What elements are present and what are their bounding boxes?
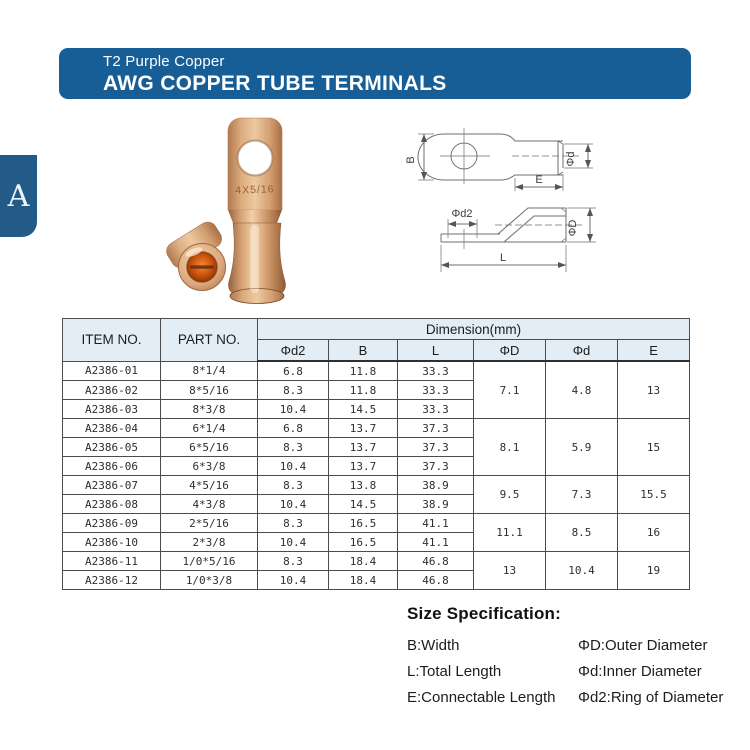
part-cell: 1/0*5/16 (161, 552, 258, 571)
col-header-phi-d: Φd (546, 340, 618, 362)
col-header-phi-d2: Φd2 (258, 340, 329, 362)
l-cell: 33.3 (398, 361, 474, 381)
item-cell: A2386-09 (63, 514, 161, 533)
col-header-phi-D: ΦD (474, 340, 546, 362)
col-header-item-no: ITEM NO. (63, 319, 161, 362)
phiD-group-cell: 9.5 (474, 476, 546, 514)
l-cell: 46.8 (398, 552, 474, 571)
l-cell: 38.9 (398, 476, 474, 495)
table-header-row (63, 319, 690, 340)
part-cell: 8*3/8 (161, 400, 258, 419)
section-letter: A (7, 178, 30, 214)
phiD-group-cell: 13 (474, 552, 546, 590)
part-cell: 4*3/8 (161, 495, 258, 514)
item-cell: A2386-01 (63, 361, 161, 381)
b-cell: 18.4 (329, 552, 398, 571)
phiD-group-cell: 11.1 (474, 514, 546, 552)
d2-cell: 10.4 (258, 533, 329, 552)
legend-b: B:Width (407, 637, 460, 654)
d2-cell: 10.4 (258, 400, 329, 419)
phiD-group-cell: 7.1 (474, 361, 546, 419)
b-cell: 13.7 (329, 438, 398, 457)
product-photo (135, 103, 340, 308)
item-cell: A2386-07 (63, 476, 161, 495)
stamp-text: 4X5/16 (235, 183, 275, 197)
table-row (63, 514, 690, 533)
part-cell: 6*5/16 (161, 438, 258, 457)
b-cell: 14.5 (329, 400, 398, 419)
part-cell: 8*5/16 (161, 381, 258, 400)
item-cell: A2386-02 (63, 381, 161, 400)
section-index-tab (0, 155, 37, 237)
col-header-dimension: Dimension(mm) (258, 319, 690, 340)
title-banner (59, 48, 691, 99)
part-cell: 4*5/16 (161, 476, 258, 495)
b-cell: 14.5 (329, 495, 398, 514)
d2-cell: 8.3 (258, 514, 329, 533)
size-spec-title: Size Specification: (407, 604, 562, 623)
e-group-cell: 15 (618, 419, 690, 476)
col-header-e: E (618, 340, 690, 362)
l-cell: 41.1 (398, 533, 474, 552)
d2-cell: 8.3 (258, 381, 329, 400)
b-cell: 11.8 (329, 361, 398, 381)
l-cell: 37.3 (398, 457, 474, 476)
col-header-b: B (329, 340, 398, 362)
table-row (63, 552, 690, 571)
e-group-cell: 15.5 (618, 476, 690, 514)
part-cell: 6*3/8 (161, 457, 258, 476)
terminal-upright (228, 118, 285, 304)
d2-cell: 8.3 (258, 438, 329, 457)
b-cell: 16.5 (329, 533, 398, 552)
phid-group-cell: 5.9 (546, 419, 618, 476)
l-cell: 33.3 (398, 381, 474, 400)
dim-label-phi-d: Φd (565, 151, 577, 167)
item-cell: A2386-10 (63, 533, 161, 552)
col-header-part-no: PART NO. (161, 319, 258, 362)
table-row (63, 419, 690, 438)
dim-label-b: B (405, 156, 417, 164)
e-group-cell: 16 (618, 514, 690, 552)
b-cell: 18.4 (329, 571, 398, 590)
e-group-cell: 13 (618, 361, 690, 419)
legend-phi-d: Φd:Inner Diameter (578, 663, 702, 680)
item-cell: A2386-03 (63, 400, 161, 419)
part-cell: 2*5/16 (161, 514, 258, 533)
table-row (63, 476, 690, 495)
technical-drawing (400, 112, 720, 297)
table-row (63, 361, 690, 381)
d2-cell: 6.8 (258, 361, 329, 381)
part-cell: 2*3/8 (161, 533, 258, 552)
e-group-cell: 19 (618, 552, 690, 590)
dimensions-table (62, 318, 690, 590)
legend-phi-D: ΦD:Outer Diameter (578, 637, 708, 654)
item-cell: A2386-11 (63, 552, 161, 571)
dim-label-e: E (535, 174, 543, 186)
dim-label-phi-D: ΦD (567, 219, 579, 237)
l-cell: 38.9 (398, 495, 474, 514)
dim-label-l: L (499, 252, 507, 264)
part-cell: 8*1/4 (161, 361, 258, 381)
b-cell: 16.5 (329, 514, 398, 533)
b-cell: 11.8 (329, 381, 398, 400)
item-cell: A2386-08 (63, 495, 161, 514)
d2-cell: 6.8 (258, 419, 329, 438)
d2-cell: 10.4 (258, 495, 329, 514)
d2-cell: 8.3 (258, 476, 329, 495)
item-cell: A2386-04 (63, 419, 161, 438)
legend-l: L:Total Length (407, 663, 502, 680)
terminal-lying (163, 219, 225, 291)
item-cell: A2386-06 (63, 457, 161, 476)
d2-cell: 8.3 (258, 552, 329, 571)
phid-group-cell: 8.5 (546, 514, 618, 552)
b-cell: 13.7 (329, 457, 398, 476)
l-cell: 46.8 (398, 571, 474, 590)
legend-phi-d2: Φd2:Ring of Diameter (578, 689, 724, 706)
phid-group-cell: 7.3 (546, 476, 618, 514)
item-cell: A2386-12 (63, 571, 161, 590)
col-header-l: L (398, 340, 474, 362)
size-specification (407, 604, 737, 706)
phiD-group-cell: 8.1 (474, 419, 546, 476)
l-cell: 37.3 (398, 438, 474, 457)
part-cell: 1/0*3/8 (161, 571, 258, 590)
banner-title: AWG COPPER TUBE TERMINALS (103, 72, 447, 95)
item-cell: A2386-05 (63, 438, 161, 457)
b-cell: 13.7 (329, 419, 398, 438)
phid-group-cell: 4.8 (546, 361, 618, 419)
dim-label-phi-d2: Φd2 (451, 208, 473, 220)
b-cell: 13.8 (329, 476, 398, 495)
l-cell: 37.3 (398, 419, 474, 438)
l-cell: 41.1 (398, 514, 474, 533)
d2-cell: 10.4 (258, 571, 329, 590)
l-cell: 33.3 (398, 400, 474, 419)
banner-subtitle: T2 Purple Copper (103, 53, 225, 70)
legend-e: E:Connectable Length (407, 689, 556, 706)
phid-group-cell: 10.4 (546, 552, 618, 590)
d2-cell: 10.4 (258, 457, 329, 476)
part-cell: 6*1/4 (161, 419, 258, 438)
